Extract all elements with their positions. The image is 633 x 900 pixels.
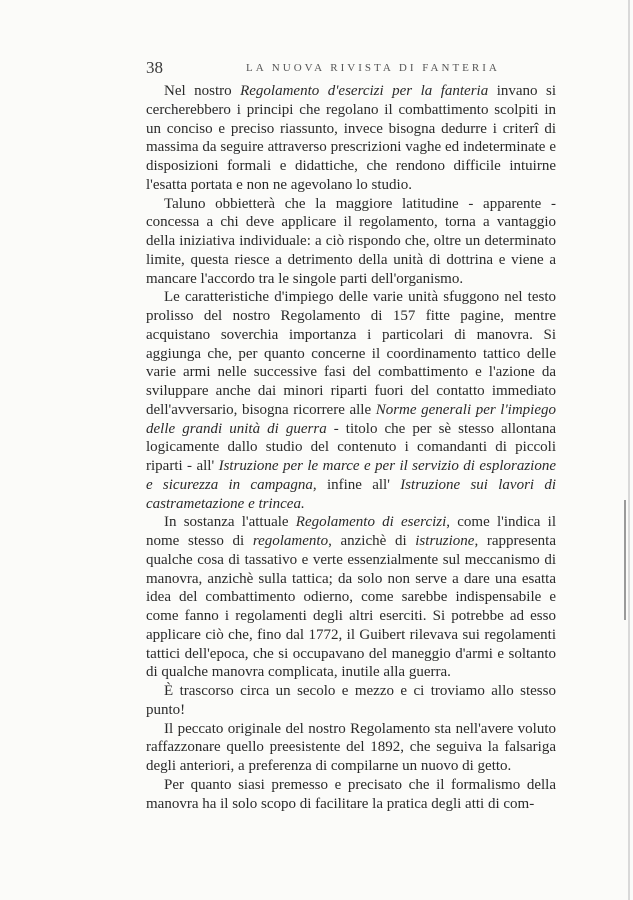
text-run: È trascorso circa un secolo e mezzo e ci troviamo allo stesso punto! [146, 683, 556, 718]
paragraph [146, 682, 556, 720]
text-run: Per quanto siasi premesso e precisato che il formalismo della manovra ha il solo scopo di facilitare la pratica degli atti di com- [146, 776, 556, 812]
text-run: , come l'indica il nome stesso di [146, 514, 557, 549]
text-run: Nel nostro [164, 83, 241, 99]
italic-title-run: Istruzione per le marce e per il servizio di esplorazione e sicurezza in campagna [146, 458, 556, 493]
paragraph [146, 720, 556, 776]
scan-edge-line [628, 0, 630, 900]
text-run: In sostanza l'attuale [164, 514, 296, 531]
italic-title-run: Norme generali per l'impiego delle grandi unità di guerra [146, 401, 556, 437]
text-run: Il peccato originale del nostro Regolamento sta nell'avere voluto raffazzonare quello preesistente del 1892, che seguiva la falsariga degli anteriori, a preferenza di compilarne un nuovo di getto. [146, 720, 556, 774]
text-run: , infine all' [312, 476, 401, 493]
italic-title-run: regolamento [252, 533, 329, 549]
paragraph [146, 82, 556, 195]
body-text [146, 82, 556, 813]
text-run: Le caratteristiche d'impiego delle varie unità sfuggono nel testo prolisso del nostro Regolamento di 157 fitte pagine, mentre acquistano soverchia importanza i particolari di manovra. Si aggiunga che, per quanto concerne il coordinamento tattico delle varie armi nelle successive fasi del combattimento e l'azione da sviluppare anche dai minori riparti fuori del contatto immediato dell'avversario, bisogna ricorrere alle [146, 289, 556, 418]
paragraph [146, 195, 556, 289]
page-number: 38 [146, 58, 163, 77]
italic-title-run: Regolamento d'esercizi per la fanteria [240, 83, 489, 99]
text-run: , rappresenta qualche cosa di tassativo e verte essenzialmente sul meccanismo di manovra, anzichè sulla tattica; da solo non serve a dare una esatta idea del combattimento odierno, come sarebbe indispensabile e come fanno i regolamenti degli altri eserciti. Si potrebbe ad esso applicare ciò che, fino dal 1772, il Guibert rilevava sui regolamenti tattici dell'epoca, che si occupavano del maneggio d'armi e soltanto di qualche manovra complicata, inutile alla guerra. [146, 533, 556, 681]
text-run: invano si cercherebbero i principi che regolano il combattimento scolpiti in un conciso e preciso riassunto, invece bisogna dedurre i criterî di massima da seguire attraverso prescrizioni vaghe ed indeterminate e disposizioni formali e didattiche, che rendono difficile intuirne l'esatta portata e non ne agevolano lo studio. [146, 83, 556, 193]
running-title: LA NUOVA RIVISTA DI FANTERIA [246, 62, 500, 74]
italic-title-run: Istruzione sui lavori di castrametazione e trincea. [146, 476, 557, 512]
text-run: , anzichè di [328, 533, 416, 549]
paragraph [146, 513, 556, 682]
italic-title-run: istruzione [415, 533, 475, 549]
scan-margin-mark [624, 500, 626, 620]
paragraph [146, 776, 556, 814]
italic-title-run: Regolamento di esercizi [295, 514, 447, 531]
paragraph [146, 288, 556, 513]
page-header [146, 58, 556, 80]
text-run: - titolo che per sè stesso allontana logicamente dallo studio del contenuto i comandanti di piccoli riparti - all' [146, 420, 556, 474]
text-run: Taluno obbietterà che la maggiore latitudine - apparente - concessa a chi deve applicare il regolamento, torna a vantaggio della iniziativa individuale: a ciò rispondo che, oltre un determinato limite, questa riesce a detrimento della unità di dottrina e viene a mancare l'accordo tra le singole parti dell'organismo. [146, 195, 556, 287]
